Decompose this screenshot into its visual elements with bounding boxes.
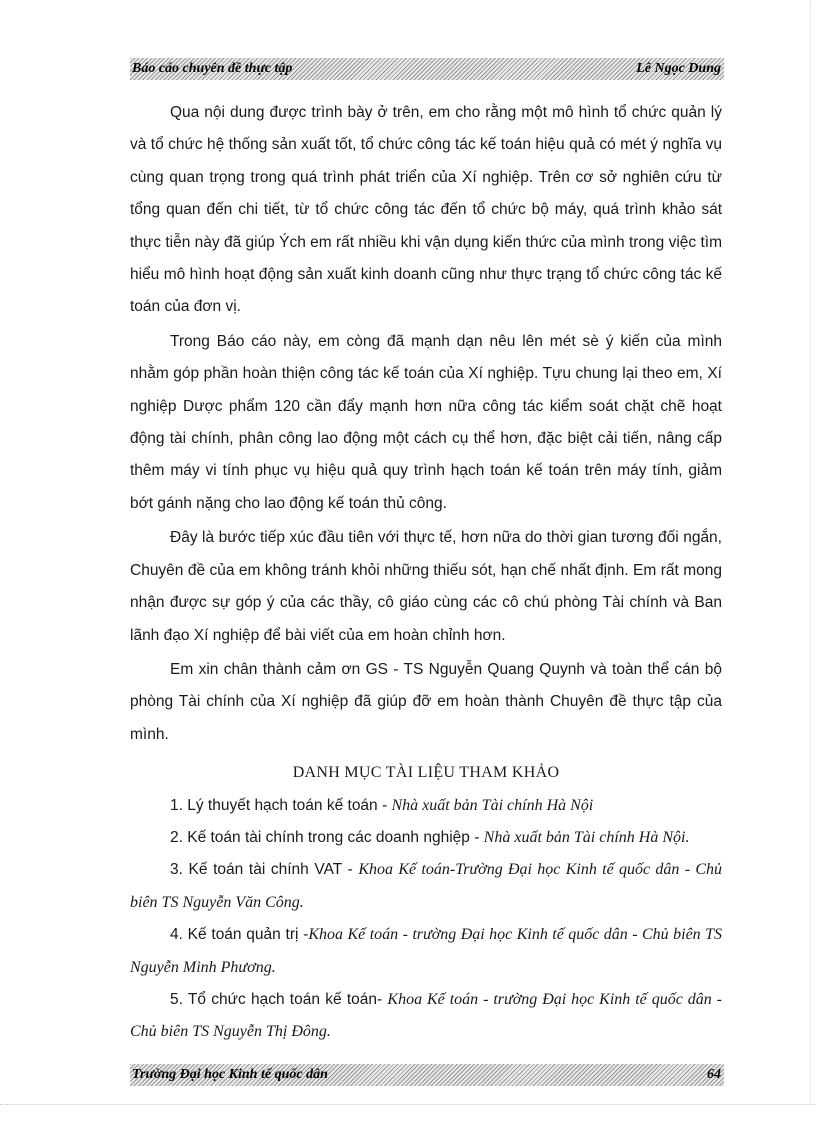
reference-item-2: 2. Kế toán tài chính trong các doanh nghiệp - Nhà xuất bản Tài chính Hà Nội. bbox=[170, 828, 690, 846]
reference-item-1: 1. Lý thuyết hạch toán kế toán - Nhà xuất bản Tài chính Hà Nội bbox=[170, 796, 594, 814]
header-report-title: Báo cáo chuyên đề thực tập bbox=[132, 61, 293, 76]
references-title: DANH MỤC TÀI LIỆU THAM KHẢO bbox=[292, 764, 560, 782]
paragraph-acknowledgement: Em xin chân thành cảm ơn GS - TS Nguyễn Quang Quynh và toàn thể cán bộ phòng Tài chính của Xí nghiệp đã giúp đỡ em hoàn thành Chuyên đề thực tập của mình. bbox=[130, 660, 722, 743]
page-bottom-edge bbox=[0, 1104, 816, 1105]
reference-item-3: 3. Kế toán tài chính VAT - Khoa Kế toán-Trường Đại học Kinh tế quốc dân - Chủ biên TS Nguyễn Văn Công. bbox=[130, 861, 723, 911]
reference-item-4: 4. Kế toán quản trị -Khoa Kế toán - trường Đại học Kinh tế quốc dân - Chủ biên TS Nguyễn Minh Phương. bbox=[130, 926, 723, 976]
reference-item-5: 5. Tổ chức hạch toán kế toán- Khoa Kế toán - trường Đại học Kinh tế quốc dân - Chủ biên TS Nguyễn Thị Đông. bbox=[130, 990, 722, 1041]
paragraph-conclusion-1: Qua nội dung được trình bày ở trên, em cho rằng một mô hình tổ chức quản lý và tổ chức hệ thống sản xuất tốt, tổ chức công tác kế toán hiệu quả có mét ý nghĩa vụ cùng quan trọng trong quá trình phát triển của Xí nghiệp. Trên cơ sở nghiên cứu từ tổng quan đến chi tiết, từ tổ chức công tác đến tổ chức bộ máy, quá trình khảo sát thực tiễn này đã giúp Ých em rất nhiều khi vận dụng kiến thức của mình trong việc tìm hiểu mô hình hoạt động sản xuất kinh doanh cũng như thực trạng tổ chức công tác kế toán của đơn vị. bbox=[130, 104, 722, 316]
page-body bbox=[130, 97, 722, 1049]
footer-university: Trường Đại học Kinh tế quốc dân bbox=[132, 1067, 328, 1082]
page-footer bbox=[130, 1064, 724, 1086]
page-right-edge bbox=[810, 0, 811, 1104]
page-number: 64 bbox=[707, 1067, 721, 1082]
page-header bbox=[130, 58, 724, 80]
paragraph-conclusion-3: Đây là bước tiếp xúc đầu tiên với thực tế, hơn nữa do thời gian tương đối ngắn, Chuyên đề của em không tránh khỏi những thiếu sót, hạn chế nhất định. Em rất mong nhận được sự góp ý của các thầy, cô giáo cùng các cô chú phòng Tài chính và Ban lãnh đạo Xí nghiệp để bài viết của em hoàn chỉnh hơn. bbox=[130, 529, 722, 644]
paragraph-conclusion-2: Trong Báo cáo này, em còng đã mạnh dạn nêu lên mét sè ý kiến của mình nhằm góp phần hoàn thiện công tác kế toán của Xí nghiệp. Tựu chung lại theo em, Xí nghiệp Dược phẩm 120 cần đẩy mạnh hơn nữa công tác kiểm soát chặt chẽ hoạt động tài chính, phân công lao động một cách cụ thể hơn, đặc biệt cải tiến, nâng cấp thêm máy vi tính phục vụ hiệu quả quy trình hạch toán kế toán trên máy tính, giảm bớt gánh nặng cho lao động kế toán thủ công. bbox=[130, 332, 722, 512]
header-author: Lê Ngọc Dung bbox=[636, 61, 721, 76]
